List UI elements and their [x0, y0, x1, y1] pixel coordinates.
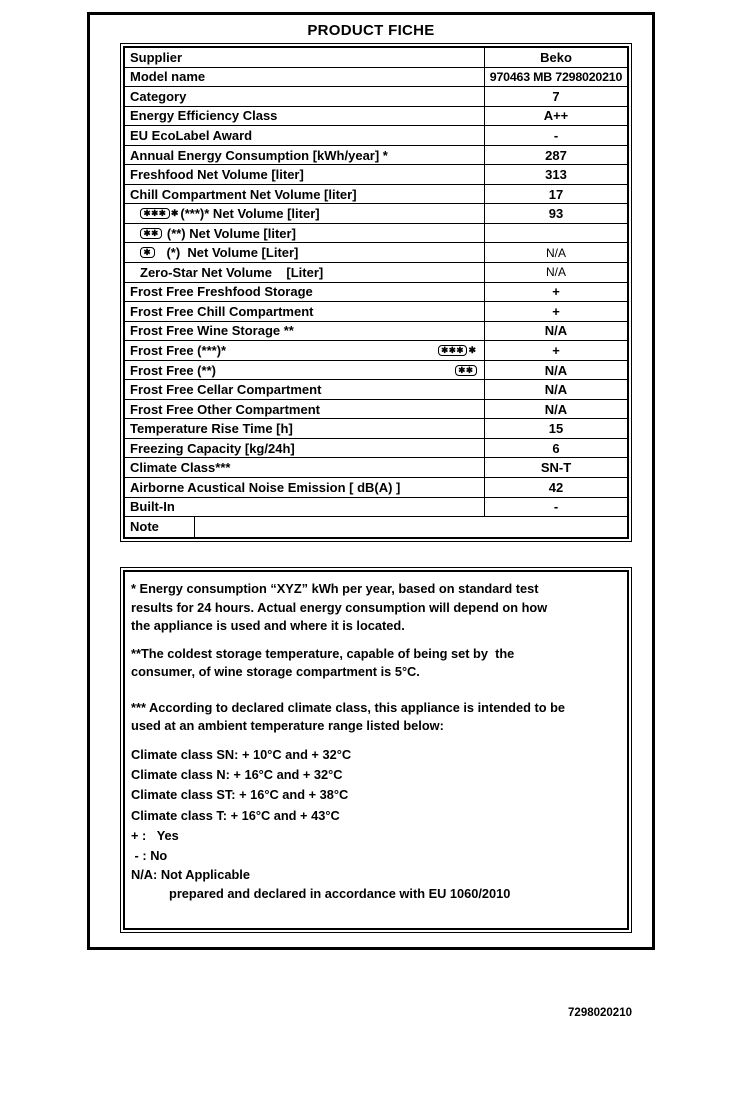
- note-line: **The coldest storage temperature, capable of being set by the: [131, 645, 515, 661]
- row-value: 287: [484, 146, 627, 165]
- row-value: SN-T: [484, 458, 627, 477]
- note-line: *** According to declared climate class, this appliance is intended to be: [131, 699, 566, 715]
- star-rating-group: [438, 345, 478, 356]
- row-label: [125, 204, 484, 223]
- row-value: +: [484, 341, 627, 360]
- table-row-noise: [125, 478, 627, 498]
- row-label: Frost Free Other Compartment: [130, 401, 320, 417]
- table-row-ff-cellar: [125, 380, 627, 400]
- row-value: 93: [484, 204, 627, 223]
- row-value: 7: [484, 87, 627, 106]
- climate-class-list: [131, 745, 623, 827]
- two-star-rating-icon: ✱✱: [455, 365, 477, 376]
- row-value: 42: [484, 478, 627, 497]
- fourth-star-icon: ✱: [468, 344, 476, 355]
- row-label: Frost Free Cellar Compartment: [130, 382, 322, 398]
- row-label: Built-In: [130, 499, 175, 515]
- row-label: [125, 341, 484, 360]
- row-label: Chill Compartment Net Volume [liter]: [130, 186, 357, 202]
- row-label: [125, 224, 484, 243]
- table-row-ecolabel: [125, 126, 627, 146]
- row-label: [125, 243, 484, 262]
- table-row-ff-three-star: [125, 341, 627, 361]
- row-value: 970463 MB 7298020210: [484, 68, 627, 87]
- row-label-text: (***)* Net Volume [liter]: [180, 206, 320, 222]
- row-value: 6: [484, 439, 627, 458]
- climate-class-sn: Climate class SN: + 10°C and + 32°C: [131, 746, 352, 762]
- spec-table: [123, 46, 629, 539]
- table-row-note: [125, 517, 627, 537]
- climate-class-st: Climate class ST: + 16°C and + 38°C: [131, 787, 349, 803]
- fourth-star-icon: ✱: [170, 208, 179, 219]
- note-line: * Energy consumption “XYZ” kWh per year, based on standard test: [131, 581, 539, 596]
- row-value: 15: [484, 419, 627, 438]
- row-label-text: (*) Net Volume [Liter]: [155, 245, 299, 261]
- row-value: +: [484, 302, 627, 321]
- table-row-ff-freshfood: [125, 283, 627, 303]
- table-row-climate-class: [125, 458, 627, 478]
- row-value: Beko: [484, 48, 627, 67]
- row-value: 313: [484, 165, 627, 184]
- row-label: Supplier: [130, 49, 183, 65]
- note-line: used at an ambient temperature range listed below:: [131, 718, 444, 733]
- row-label: Frost Free Chill Compartment: [130, 303, 314, 319]
- notes-frame: [120, 567, 632, 933]
- row-label: Annual Energy Consumption [kWh/year] *: [130, 147, 388, 163]
- table-row-two-star-volume: [125, 224, 627, 244]
- three-star-rating-icon: ✱✱✱: [438, 345, 468, 356]
- table-row-built-in: [125, 498, 627, 518]
- table-row-temp-rise: [125, 419, 627, 439]
- table-row-energy-class: [125, 107, 627, 127]
- climate-class-t: Climate class T: + 16°C and + 43°C: [131, 807, 340, 823]
- three-star-rating-icon: ✱✱✱: [140, 208, 170, 219]
- row-label: Energy Efficiency Class: [130, 108, 278, 124]
- table-row-ff-other: [125, 400, 627, 420]
- row-value: -: [484, 498, 627, 517]
- table-row-supplier: [125, 48, 627, 68]
- row-label: Airborne Acustical Noise Emission [ dB(A) ]: [130, 479, 401, 495]
- row-label: Freshfood Net Volume [liter]: [130, 167, 304, 183]
- row-value: -: [484, 126, 627, 145]
- table-row-ff-wine: [125, 322, 627, 342]
- document-code: 7298020210: [568, 1007, 632, 1019]
- row-label: Category: [130, 88, 187, 104]
- climate-class-n: Climate class N: + 16°C and + 32°C: [131, 766, 343, 782]
- table-row-ff-two-star: [125, 361, 627, 381]
- note-climate-class: [131, 699, 623, 736]
- notes-box: [123, 570, 629, 930]
- table-row-annual-energy: [125, 146, 627, 166]
- table-row-category: [125, 87, 627, 107]
- row-label: Temperature Rise Time [h]: [130, 421, 293, 437]
- row-value: N/A: [484, 400, 627, 419]
- note-energy-consumption: [131, 580, 623, 636]
- legend-na: N/A: Not Applicable: [131, 866, 250, 882]
- legend-yes: + : Yes: [131, 828, 179, 844]
- note-empty-cell: [195, 517, 627, 537]
- table-row-zero-star-volume: [125, 263, 627, 283]
- table-row-one-star-volume: [125, 243, 627, 263]
- star-rating-group: [455, 365, 478, 376]
- row-label: Zero-Star Net Volume [Liter]: [140, 264, 324, 280]
- legend-list: [131, 826, 623, 904]
- row-value: 17: [484, 185, 627, 204]
- table-row-three-star-volume: [125, 204, 627, 224]
- note-line: the appliance is used and where it is located.: [131, 618, 405, 633]
- row-value: N/A: [484, 361, 627, 380]
- table-row-chill-volume: [125, 185, 627, 205]
- spec-table-frame: [120, 43, 632, 542]
- row-label-text: Frost Free (**): [130, 362, 216, 378]
- row-label: Frost Free Freshfood Storage: [130, 284, 313, 300]
- row-value: [484, 224, 627, 243]
- table-row-freshfood-volume: [125, 165, 627, 185]
- table-row-freezing-capacity: [125, 439, 627, 459]
- note-line: results for 24 hours. Actual energy consumption will depend on how: [131, 599, 548, 615]
- row-value: A++: [484, 107, 627, 126]
- row-label: Model name: [130, 69, 206, 85]
- fiche-outer-frame: [87, 12, 655, 950]
- two-star-rating-icon: ✱✱: [140, 228, 162, 239]
- one-star-rating-icon: ✱: [140, 247, 155, 258]
- row-label: [125, 361, 484, 380]
- row-label-text: (**) Net Volume [liter]: [163, 225, 296, 241]
- legend-no: - : No: [131, 847, 168, 863]
- row-value: N/A: [484, 322, 627, 341]
- page-title: PRODUCT FICHE: [307, 22, 435, 39]
- table-row-ff-chill: [125, 302, 627, 322]
- row-value: N/A: [484, 263, 627, 282]
- row-value: N/A: [484, 380, 627, 399]
- row-value: +: [484, 283, 627, 302]
- compliance-statement: prepared and declared in accordance with EU 1060/2010: [169, 886, 511, 902]
- table-row-model-name: [125, 68, 627, 88]
- row-label: Freezing Capacity [kg/24h]: [130, 440, 295, 456]
- notes-content: [125, 572, 627, 904]
- row-label: Note: [125, 517, 195, 537]
- row-label-text: Frost Free (***)*: [130, 342, 227, 358]
- note-line: consumer, of wine storage compartment is 5°C.: [131, 664, 420, 679]
- note-wine-storage: [131, 645, 623, 682]
- row-label: Climate Class***: [130, 460, 231, 476]
- row-label: Frost Free Wine Storage **: [130, 323, 294, 339]
- row-label: EU EcoLabel Award: [130, 127, 253, 143]
- row-value: N/A: [484, 243, 627, 262]
